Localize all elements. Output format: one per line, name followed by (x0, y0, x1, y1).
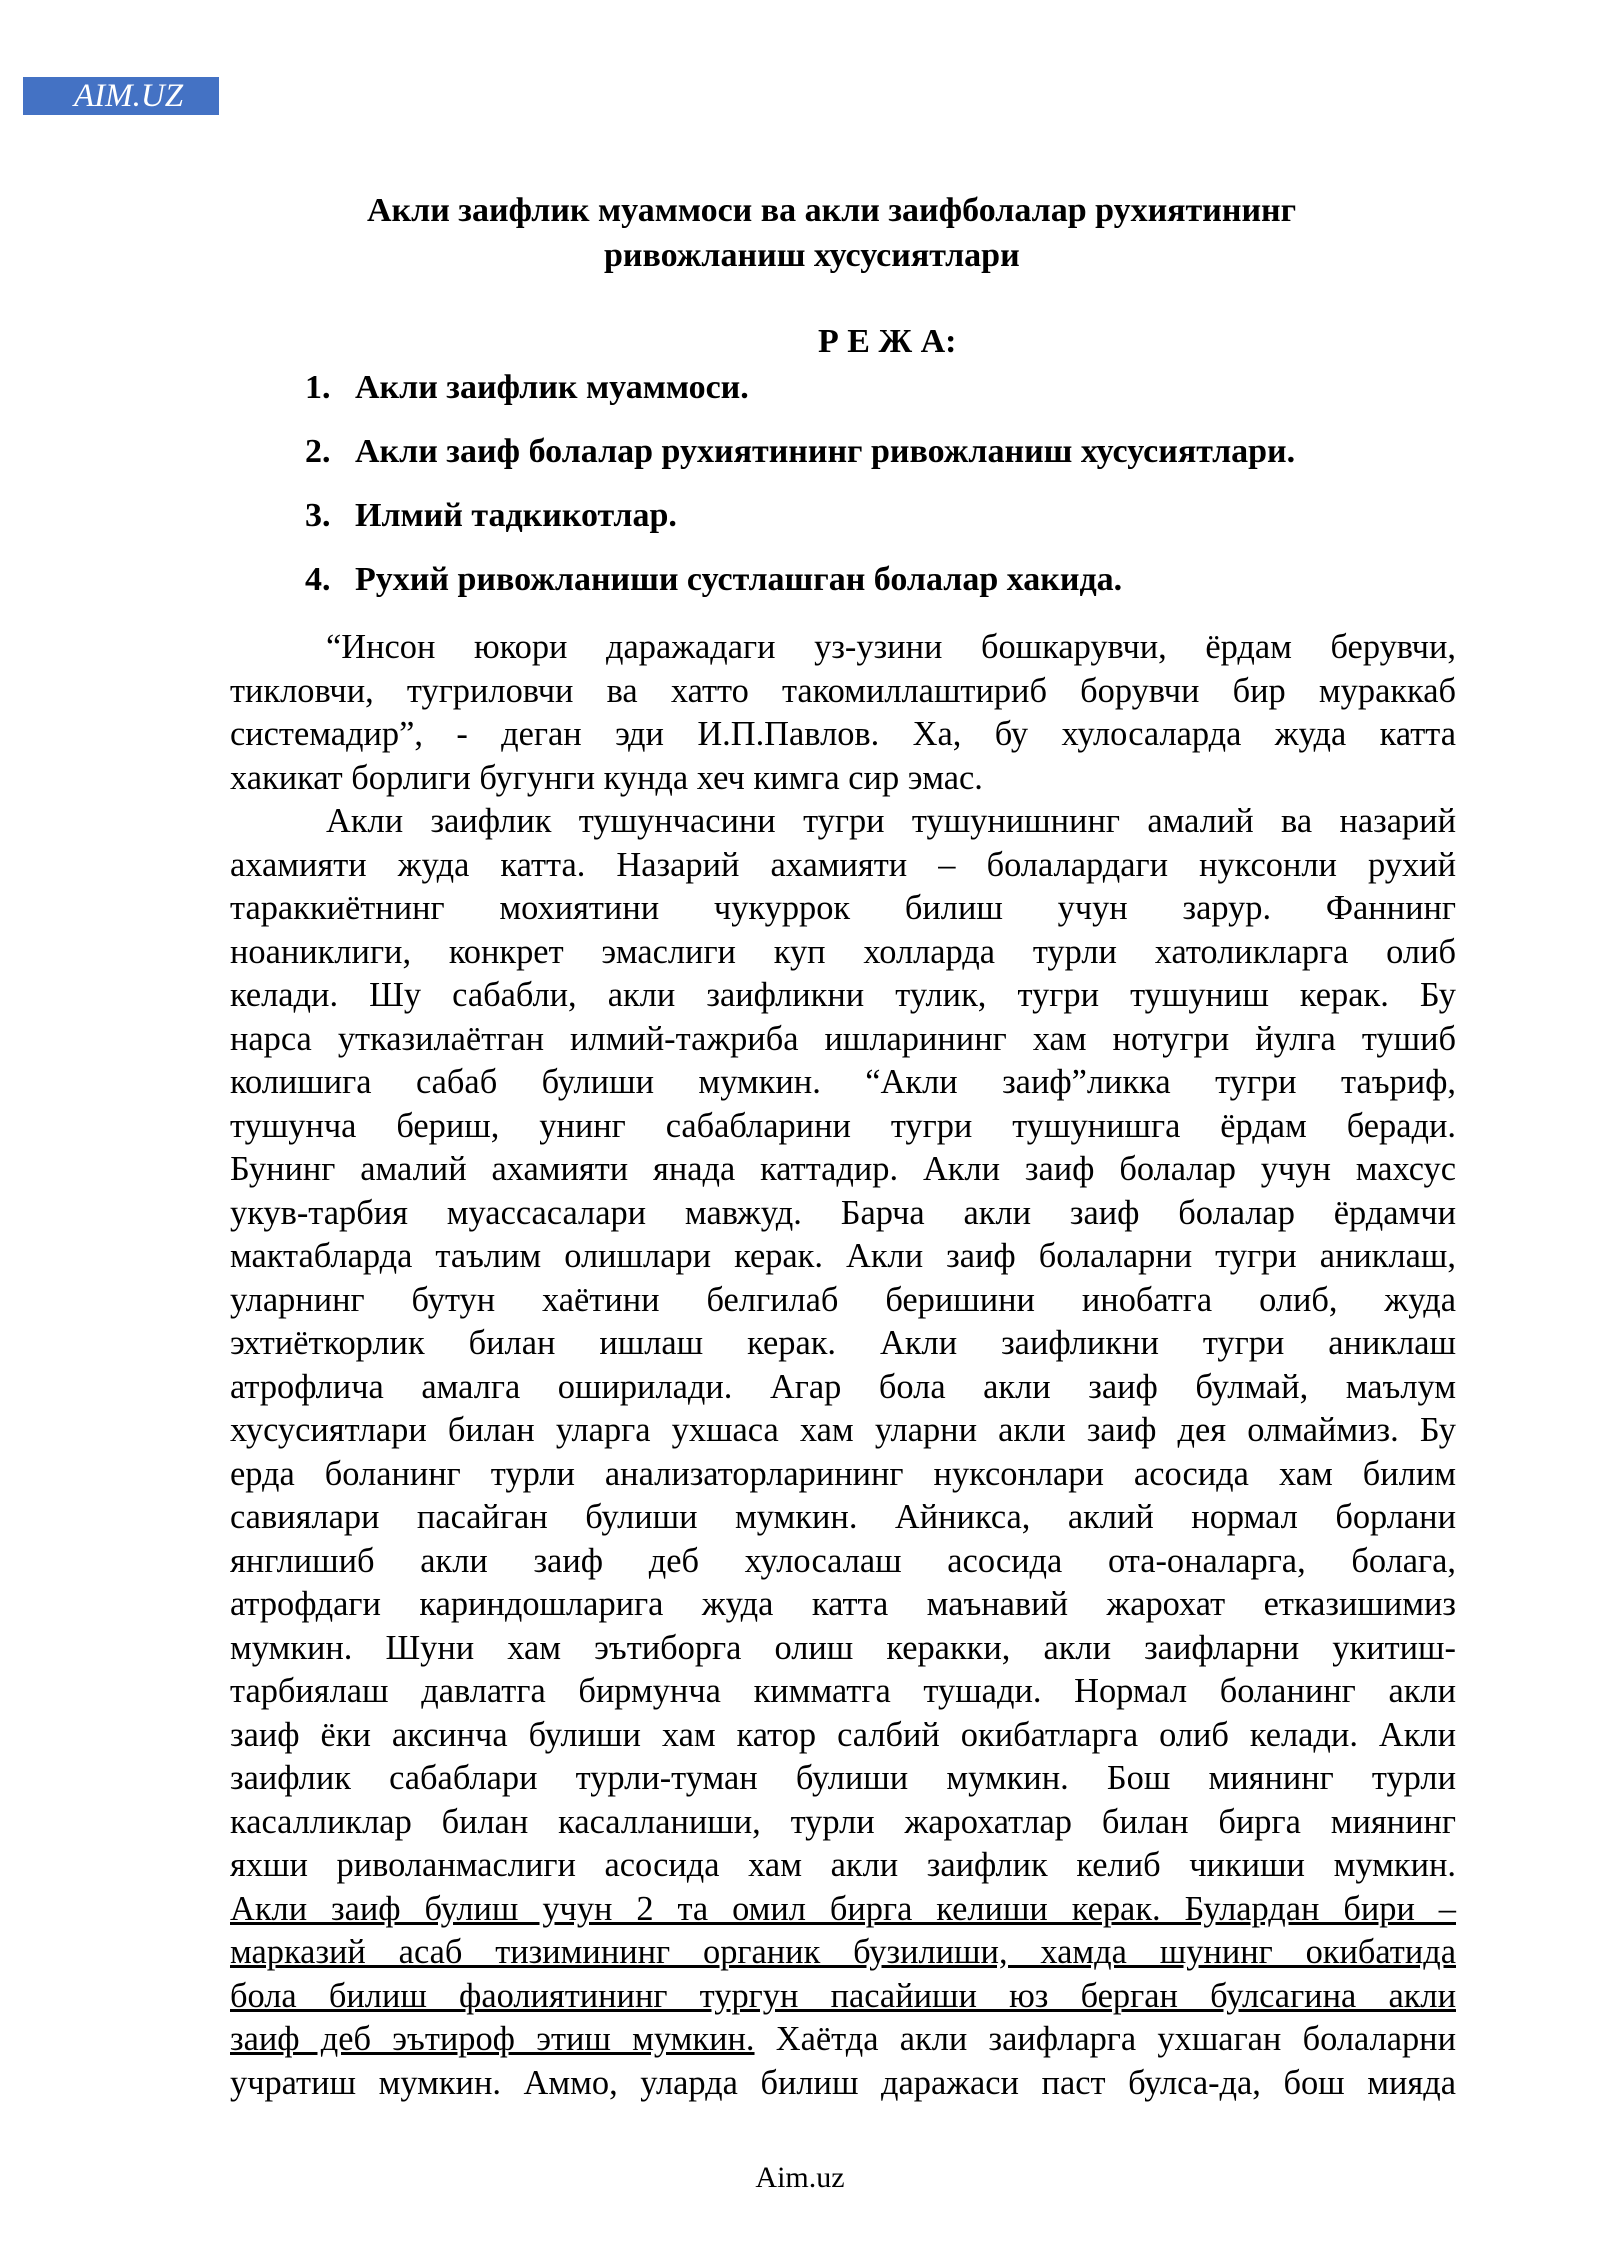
plan-item-number: 3. (305, 497, 331, 534)
body-line: хусусиятлари билан уларга ухшаса хам уларни акли заиф дея олмаймиз. Бу (230, 1411, 1456, 1449)
body-line: мактабларда таълим олишлари керак. Акли заиф болаларни тугри аниклаш, (230, 1237, 1456, 1275)
body-line: учратиш мумкин. Аммо, уларда билиш даражаси паст булса-да, бош мияда (230, 2063, 1456, 2102)
body-line-mixed (230, 2018, 1456, 2062)
body-line: тараккиётнинг мохиятини чукуррок билиш учун зарур. Фаннинг (230, 889, 1456, 927)
plan-item-number: 4. (305, 561, 331, 598)
body-line: колишига сабаб булиши мумкин. “Акли заиф”ликка тугри таъриф, (230, 1063, 1456, 1101)
title-line-1: Акли заифлик муаммоси ва акли заифболалар рухиятининг (367, 192, 1297, 229)
plan-item (305, 368, 1295, 432)
plan-item-text: Рухий ривожланиши сустлашган болалар хакида. (355, 561, 1123, 598)
body-line: уларнинг бутун хаётини белгилаб беришини инобатга олиб, жуда (230, 1280, 1456, 1319)
body-line: заиф ёки аксинча булиши хам катор салбий окибатларга олиб келади. Акли (230, 1715, 1456, 1754)
body-line: мумкин. Шуни хам эътиборга олиш керакки, акли заифларни укитиш- (230, 1628, 1456, 1667)
plan-item (305, 496, 1295, 560)
body-line: келади. Шу сабабли, акли заифликни тулик, тугри тушуниш керак. Бу (230, 976, 1456, 1014)
document-body (230, 626, 1456, 2105)
underlined-body-line: бола билиш фаолиятининг тургун пасайиши юз берган булсагина акли (230, 1976, 1456, 2015)
plan-item-text: Илмий тадкикотлар. (355, 497, 677, 534)
body-line: касалликлар билан касалланиши, турли жарохатлар билан бирга миянинг (230, 1802, 1456, 1841)
body-line: атрофдаги кариндошларига жуда катта маънавий жарохат етказишимиз (230, 1585, 1456, 1623)
body-line: савиялари пасайган булиши мумкин. Айникса, аклий нормал борлани (230, 1498, 1456, 1536)
plan-list (305, 368, 1295, 624)
plan-item (305, 560, 1295, 624)
page-footer: Aim.uz (755, 2161, 845, 2194)
body-line: Бунинг амалий ахамияти янада каттадир. Акли заиф болалар учун махсус (230, 1150, 1456, 1188)
body-line: яхши риволанмаслиги асосида хам акли заифлик келиб чикиши мумкин. (230, 1846, 1456, 1884)
underlined-phrase: заиф деб эътироф этиш мумкин. (230, 2020, 755, 2058)
underlined-body-line: марказий асаб тизимининг органик бузилиши, хамда шунинг окибатида (230, 1933, 1456, 1971)
body-line: Акли заифлик тушунчасини тугри тушунишнинг амалий ва назарий (326, 802, 1456, 840)
aim-uz-logo[interactable]: AIM.UZ (23, 77, 219, 115)
underlined-body-line: Акли заиф булиш учун 2 та омил бирга келиши керак. Булардан бири – (230, 1889, 1456, 1928)
body-line: тушунча бериш, унинг сабабларини тугри тушунишга ёрдам беради. (230, 1106, 1456, 1145)
body-line: тикловчи, тугриловчи ва хатто такомиллаштириб борувчи бир мураккаб (230, 671, 1456, 710)
body-line: ерда боланинг турли анализаторларининг нуксонлари асосида хам билим (230, 1454, 1456, 1493)
body-line: янглишиб акли заиф деб хулосалаш асосида ота-оналарга, болага, (230, 1541, 1456, 1580)
body-line: ноаниклиги, конкрет эмаслиги куп холларда турли хатоликларга олиб (230, 932, 1456, 971)
body-line: заифлик сабаблари турли-туман булиши мумкин. Бош миянинг турли (230, 1759, 1456, 1797)
document-title (360, 188, 1420, 278)
plan-item-number: 1. (305, 369, 331, 406)
plan-item-number: 2. (305, 433, 331, 470)
plan-item-text: Акли заиф болалар рухиятининг ривожланиш хусусиятлари. (355, 433, 1296, 470)
plan-item-text: Акли заифлик муаммоси. (355, 369, 749, 406)
body-line: “Инсон юкори даражадаги уз-узини бошкарувчи, ёрдам берувчи, (326, 628, 1456, 666)
body-line: укув-тарбия муассасалари мавжуд. Барча акли заиф болалар ёрдамчи (230, 1193, 1456, 1232)
body-line: хакикат борлиги бугунги кунда хеч кимга сир эмас. (230, 758, 983, 797)
plan-heading: Р Е Ж А: (818, 323, 957, 360)
body-line-rest: Хаётда акли заифларга ухшаган болаларни (754, 2020, 1456, 2058)
body-line: эхтиёткорлик билан ишлаш керак. Акли заифликни тугри аниклаш (230, 1324, 1456, 1362)
body-line: тарбиялаш давлатга бирмунча кимматга тушади. Нормал боланинг акли (230, 1672, 1456, 1710)
plan-item (305, 432, 1295, 496)
body-line: нарса утказилаётган илмий-тажриба ишларининг хам нотугри йулга тушиб (230, 1019, 1456, 1058)
body-line: ахамияти жуда катта. Назарий ахамияти – болалардаги нуксонли рухий (230, 845, 1456, 884)
body-line: системадир”, - деган эди И.П.Павлов. Ха, бу хулосаларда жуда катта (230, 715, 1456, 753)
title-line-2: ривожланиш хусусиятлари (604, 237, 1020, 274)
body-line: атрофлича амалга оширилади. Агар бола акли заиф булмай, маълум (230, 1367, 1456, 1406)
